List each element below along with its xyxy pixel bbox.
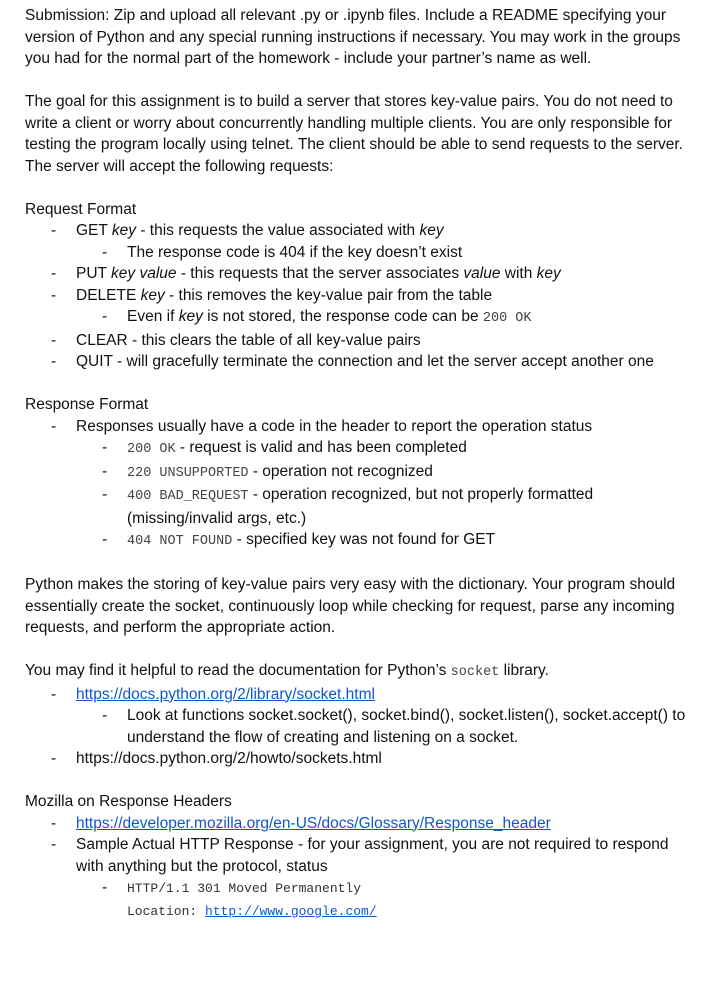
socket-functions-note: - Look at functions socket.socket(), socket.bind(), socket.listen(), socket.accept() to understand the flow of creating and listening on a socket.: [25, 705, 697, 748]
socket-paragraph: You may find it helpful to read the documentation for Python’s socket library.: [25, 662, 549, 680]
submission-line-1: Submission: Zip and upload all relevant .py or .ipynb files. Include a README specifying your: [25, 7, 666, 24]
request-delete-note: - Even if key is not stored, the response code can be 200 OK: [25, 306, 697, 330]
submission-paragraph: [25, 5, 697, 70]
response-item: - Responses usually have a code in the header to report the operation status: [25, 416, 697, 438]
socket-code: socket: [450, 665, 500, 680]
document-page: [25, 0, 697, 922]
python-paragraph: Python makes the storing of key-value pairs very easy with the dictionary. Your program should essentially create the socket, continuously loop while checking for request, parse any incoming requests, and perform the appropriate action.: [25, 576, 676, 636]
submission-line-2: version of Python and any special running instructions if necessary. You may work in the groups: [25, 28, 681, 46]
mozilla-heading: Mozilla on Response Headers: [25, 793, 232, 810]
socket-library-link[interactable]: https://docs.python.org/2/library/socket.html: [76, 685, 375, 703]
mozilla-response-header-link[interactable]: https://developer.mozilla.org/en-US/docs/Glossary/Response_header: [76, 814, 551, 832]
mozilla-link-item: [25, 813, 697, 835]
goal-paragraph: The goal for this assignment is to build a server that stores key-value pairs. You do not need to write a client or worry about concurrently handling multiple clients. You are only responsible for testing the program locally using telnet. The client should be able to send requests to the server. The server will accept the following requests:: [25, 93, 683, 175]
socket-link-item: [25, 684, 697, 706]
request-list: [25, 220, 697, 242]
sample-http-item: - Sample Actual HTTP Response - for your assignment, you are not required to respond with anything but the protocol, status: [25, 834, 697, 877]
request-get: - GET key - this requests the value associated with key: [25, 220, 697, 242]
request-put: - PUT key value - this requests that the server associates value with key: [25, 263, 697, 285]
response-code-404: - 404 NOT FOUND - specified key was not found for GET: [25, 529, 697, 553]
response-format-heading: Response Format: [25, 396, 149, 413]
google-location-link[interactable]: http://www.google.com/: [205, 903, 377, 919]
response-code-200: - 200 OK - request is valid and has been completed: [25, 437, 697, 461]
request-get-note: - The response code is 404 if the key doesn’t exist: [25, 242, 697, 264]
response-code-400: - 400 BAD_REQUEST - operation recognized, but not properly formatted (missing/invalid args, etc.): [25, 484, 697, 529]
request-quit: - QUIT - will gracefully terminate the connection and let the server accept another one: [25, 351, 697, 373]
http-status-line: HTTP/1.1 301 Moved Permanently: [127, 881, 362, 896]
http-sample: [25, 877, 697, 922]
response-codes: [25, 437, 697, 553]
socket-howto-item: - https://docs.python.org/2/howto/sockets.html: [25, 748, 697, 770]
request-clear: - CLEAR - this clears the table of all key-value pairs: [25, 330, 697, 352]
response-code-220: - 220 UNSUPPORTED - operation not recognized: [25, 461, 697, 485]
code-200-ok: 200 OK: [482, 311, 532, 326]
request-delete: - DELETE key - this removes the key-value pair from the table: [25, 285, 697, 307]
submission-line-3: you had for the normal part of the homework - include your partner’s name as well.: [25, 50, 592, 67]
request-format-heading: Request Format: [25, 200, 137, 218]
http-location-label: Location:: [127, 903, 206, 919]
